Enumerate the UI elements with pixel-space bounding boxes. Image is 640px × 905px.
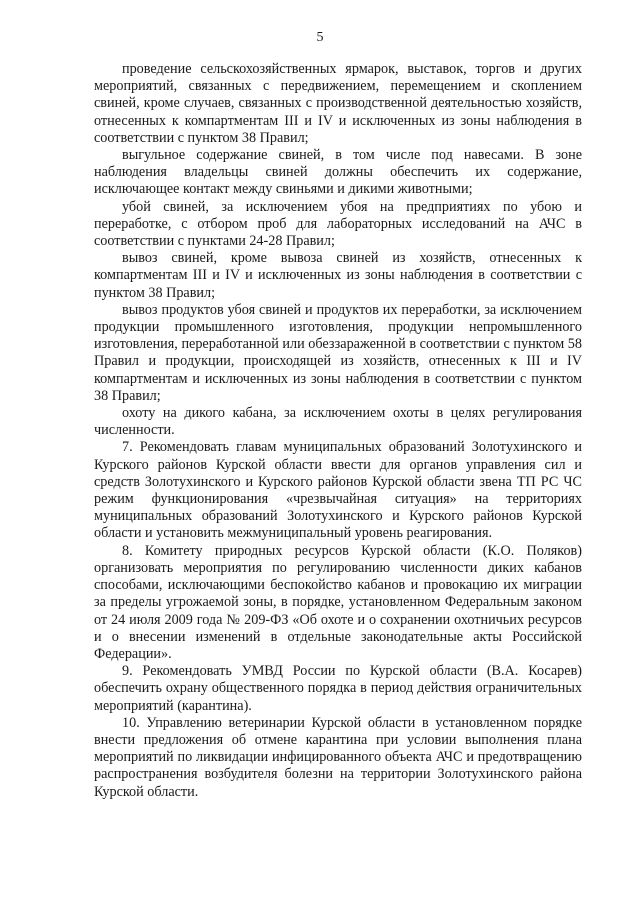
page-number: 5 bbox=[316, 30, 324, 45]
paragraph-pig-export-ban: вывоз свиней, кроме вывоза свиней из хозяйств, отнесенных к компартментам III и IV и исключенных из зоны наблюдения в соответствии с пунктом 38 Правил; bbox=[94, 250, 582, 301]
paragraph-hunting-ban: охоту на дикого кабана, за исключением охоты в целях регулирования численности. bbox=[94, 405, 582, 439]
paragraph-free-range-ban: выгульное содержание свиней, в том числе под навесами. В зоне наблюдения владельцы свиней должны обеспечить их содержание, исключающее контакт между свиньями и дикими животными; bbox=[94, 147, 582, 198]
document-body bbox=[94, 61, 582, 801]
paragraph-item-9: 9. Рекомендовать УМВД России по Курской области (В.А. Косарев) обеспечить охрану общественного порядка в период действия ограничительных мероприятий (карантина). bbox=[94, 663, 582, 714]
paragraph-products-export-ban: вывоз продуктов убоя свиней и продуктов их переработки, за исключением продукции промышленного изготовления, продукции непромышленного изготовления, переработанной или обеззараженной в соответствии с пунктом 58 Правил и продукции, происходящей из хозяйств, отнесенных к III и IV компартментам и исключенных из зоны наблюдения в соответствии с пунктом 38 Правил; bbox=[94, 301, 582, 404]
paragraph-item-8: 8. Комитету природных ресурсов Курской области (К.О. Поляков) организовать мероприятия по регулированию численности диких кабанов способами, исключающими беспокойство кабанов и провокацию их миграции за пределы угрожаемой зоны, в порядке, установленном Федеральным законом от 24 июля 2009 года № 209-ФЗ «Об охоте и о сохранении охотничьих ресурсов и о внесении изменений в отдельные законодательные акты Российской Федерации». bbox=[94, 542, 582, 662]
paragraph-fairs-ban: проведение сельскохозяйственных ярмарок, выставок, торгов и других мероприятий, связанных с передвижением, перемещением и скоплением свиней, кроме случаев, связанных с производственной деятельностью хозяйств, отнесенных к компартментам III и IV и исключенных из зоны наблюдения в соответствии с пунктом 38 Правил; bbox=[94, 61, 582, 146]
paragraph-slaughter-ban: убой свиней, за исключением убоя на предприятиях по убою и переработке, с отбором проб для лабораторных исследований на АЧС в соответствии с пунктами 24-28 Правил; bbox=[94, 198, 582, 250]
paragraph-item-10: 10. Управлению ветеринарии Курской области в установленном порядке внести предложения об отмене карантина при условии выполнения плана мероприятий по ликвидации инфицированного объекта АЧС и предотвращению распространения возбудителя болезни на территории Золотухинского района Курской области. bbox=[94, 714, 582, 800]
paragraph-item-7: 7. Рекомендовать главам муниципальных образований Золотухинского и Курского районов Курской области ввести для органов управления сил и средств Золотухинского и Курского районов Курской области звена ТП РС ЧС режим функционирования «чрезвычайная ситуация» на территориях муниципальных образований Золотухинского и Курского районов Курской области и установить межмуниципальный уровень реагирования. bbox=[94, 439, 582, 542]
